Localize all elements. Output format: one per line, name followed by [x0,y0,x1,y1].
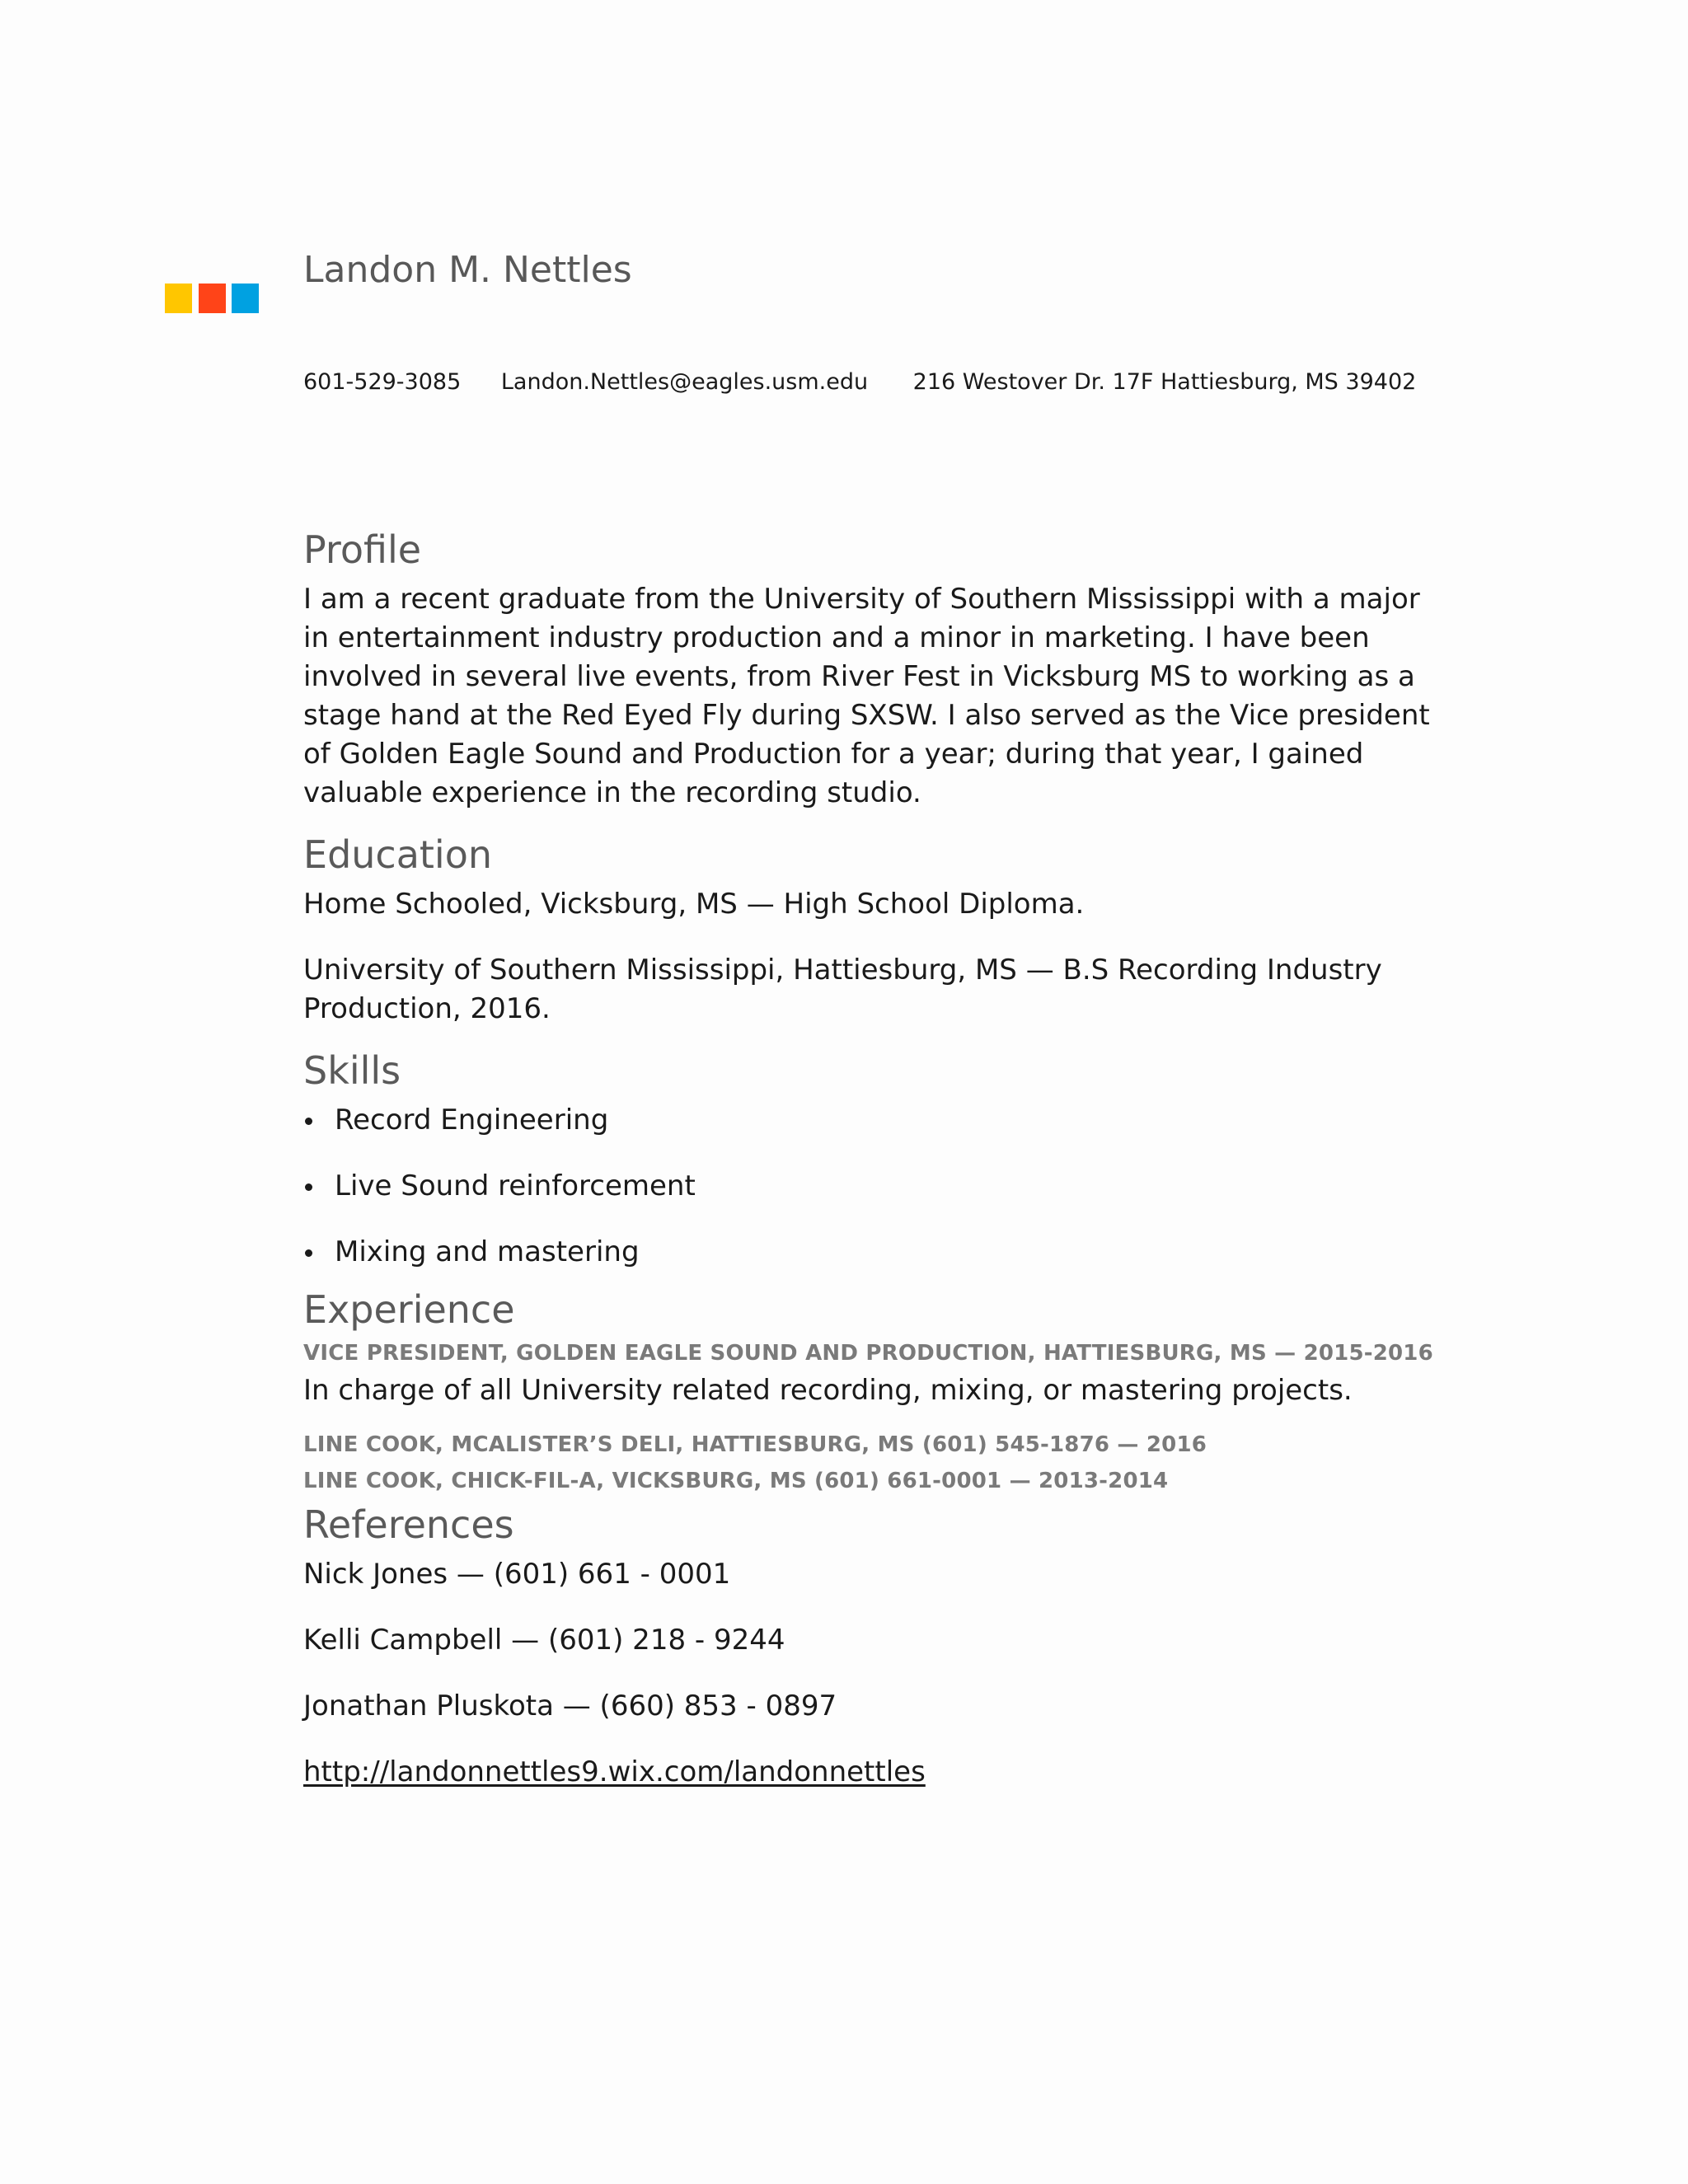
mailing-address: 216 Westover Dr. 17F Hattiesburg, MS 39402 [912,369,1417,395]
skill-item: Live Sound reinforcement [303,1167,1449,1206]
applicant-name: Landon M. Nettles [303,249,632,291]
education-item: Home Schooled, Vicksburg, MS — High School Diploma. [303,888,1085,921]
reference-item: Nick Jones — (601) 661 - 0001 [303,1558,731,1591]
phone-number: 601-529-3085 [303,369,462,395]
yellow-square [165,284,192,313]
skills-section [303,1045,1449,1272]
profile-heading: Profile [303,527,422,572]
experience-section [303,1284,1449,1499]
skill-item: Mixing and mastering [303,1233,1449,1272]
portfolio-link[interactable]: http://landonnettles9.wix.com/landonnettles [303,1755,926,1788]
job-description: In charge of all University related recording, mixing, or mastering projects. [303,1374,1353,1407]
references-section [303,1499,1449,1792]
email-address: Landon.Nettles@eagles.usm.edu [500,369,869,395]
skill-item: Record Engineering [303,1101,1449,1140]
red-square [199,284,226,313]
education-heading: Education [303,832,493,877]
resume-sections [303,524,1449,1792]
education-item: University of Southern Mississippi, Hattiesburg, MS — B.S Recording Industry Production, 2016. [303,954,1382,1025]
profile-text: I am a recent graduate from the University of Southern Mississippi with a major in entertainment industry production and a minor in marketing. I have been involved in several live events, from River Fest in Vicksburg MS to working as a stage hand at the Red Eyed Fly during SXSW. I also served as the Vice president of Golden Eagle Sound and Production for a year; during that year, I gained valuable experience in the recording studio. [303,583,1430,809]
experience-heading: Experience [303,1287,515,1332]
contact-line [303,369,1416,395]
blue-square [232,284,259,313]
skills-heading: Skills [303,1048,401,1093]
job-title: LINE COOK, CHICK-FIL-A, VICKSBURG, MS (601) 661-0001 — 2013-2014 [303,1469,1169,1493]
profile-section [303,524,1449,813]
reference-item: Kelli Campbell — (601) 218 - 9244 [303,1624,785,1657]
education-section [303,829,1449,1029]
skills-list [303,1101,1449,1272]
reference-item: Jonathan Pluskota — (660) 853 - 0897 [303,1690,837,1722]
job-title: VICE PRESIDENT, GOLDEN EAGLE SOUND AND PRODUCTION, HATTIESBURG, MS — 2015-2016 [303,1341,1433,1366]
job-title: LINE COOK, MCALISTER’S DELI, HATTIESBURG, MS (601) 545-1876 — 2016 [303,1432,1207,1457]
references-heading: References [303,1502,514,1547]
